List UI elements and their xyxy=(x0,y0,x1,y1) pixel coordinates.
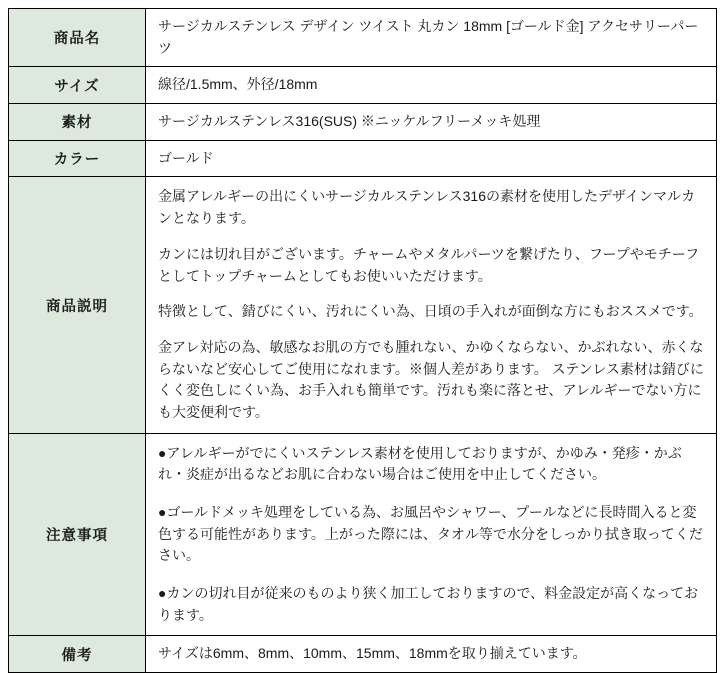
table-row xyxy=(9,177,717,433)
table-row xyxy=(9,140,717,177)
notes-paragraph: ●ゴールドメッキ処理をしている為、お風呂やシャワー、プールなどに長時間入ると変色する可能性があります。上がった際には、タオル等で水分をしっかり拭き取ってください。 xyxy=(158,504,703,564)
table-row xyxy=(9,67,717,104)
row-label-description: 商品説明 xyxy=(9,177,146,433)
row-label-remarks: 備考 xyxy=(9,636,146,673)
row-label-color: カラー xyxy=(9,140,146,177)
table-row xyxy=(9,104,717,141)
row-value-color: ゴールド xyxy=(146,140,717,177)
row-label-size: サイズ xyxy=(9,67,146,104)
row-value-description xyxy=(146,177,717,433)
row-label-material: 素材 xyxy=(9,104,146,141)
description-paragraph: 金アレ対応の為、敏感なお肌の方でも腫れない、かゆくならない、かぶれない、赤くならないなど安心してご使用になれます。※個人差があります。 ステンレス素材は錆びにくく変色しにくい為、お手入れも簡単です。汚れも楽に落とせ、アレルギーでない方にも大変便利です。 xyxy=(158,338,704,420)
row-value-notes xyxy=(146,433,717,636)
row-label-notes: 注意事項 xyxy=(9,433,146,636)
product-spec-table xyxy=(8,8,717,673)
table-row xyxy=(9,433,717,636)
description-paragraph: 金属アレルギーの出にくいサージカルステンレス316の素材を使用したデザインマルカンとなります。 xyxy=(158,188,696,227)
row-value-material: サージカルステンレス316(SUS) ※ニッケルフリーメッキ処理 xyxy=(146,104,717,141)
row-label-product-name: 商品名 xyxy=(9,9,146,67)
row-value-product-name: サージカルステンレス デザイン ツイスト 丸カン 18mm [ゴールド金] アクセサリーパーツ xyxy=(146,9,717,67)
notes-paragraph: ●カンの切れ目が従来のものより狭く加工しておりますので、料金設定が高くなっております。 xyxy=(158,585,699,623)
row-value-remarks: サイズは6mm、8mm、10mm、15mm、18mmを取り揃えています。 xyxy=(146,636,717,673)
spec-table-body xyxy=(9,9,717,673)
table-row xyxy=(9,9,717,67)
description-paragraph: 特徴として、錆びにくい、汚れにくい為、日頃の手入れが面倒な方にもおススメです。 xyxy=(158,303,703,320)
row-value-size: 線径/1.5mm、外径/18mm xyxy=(146,67,717,104)
table-row xyxy=(9,636,717,673)
notes-paragraph: ●アレルギーがでにくいステンレス素材を使用しておりますが、かゆみ・発疹・かぶれ・炎症が出るなどお肌に合わない場合はご使用を中止してください。 xyxy=(158,444,682,483)
description-paragraph: カンには切れ目がございます。チャームやメタルパーツを繋げたり、フープやモチーフとしてトップチャームとしてもお使いいただけます。 xyxy=(158,245,700,284)
